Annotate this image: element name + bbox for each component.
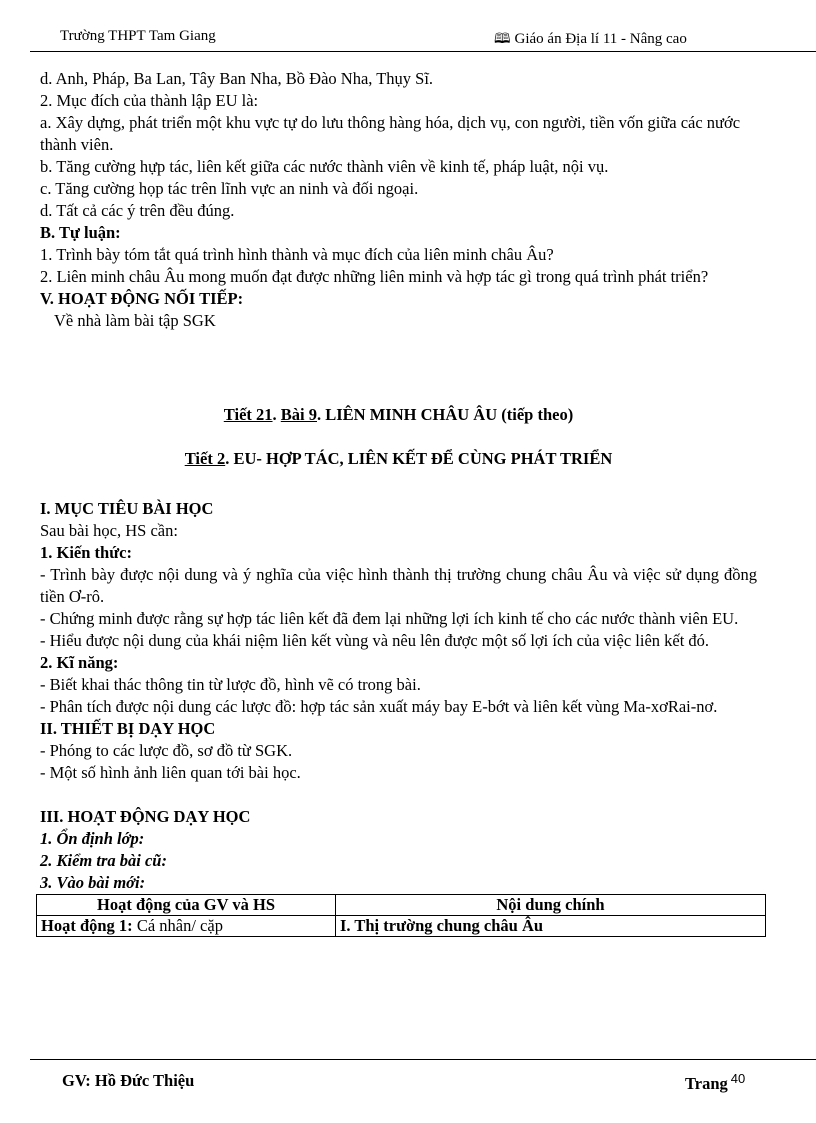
skills-heading: 2. Kĩ năng: [40, 653, 119, 672]
lesson-period: Tiết 21 [223, 405, 273, 424]
footer-page [685, 1071, 745, 1094]
knowledge-item-2: - Chứng minh được rằng sự hợp tác liên kết đã đem lại những lợi ích kinh tế cho các nước thành viên EU. [40, 609, 739, 628]
subtitle-period: Tiết 2 [184, 449, 226, 468]
table-header-content: Nội dung chính [336, 895, 766, 916]
spacer [40, 784, 757, 806]
section-2-heading: II. THIẾT BỊ DẠY HỌC [40, 719, 216, 738]
table-cell-activity [37, 916, 336, 937]
page-number: 40 [730, 1071, 746, 1086]
section-5-heading: V. HOẠT ĐỘNG NỐI TIẾP: [40, 289, 244, 308]
section-1-heading: I. MỤC TIÊU BÀI HỌC [40, 499, 214, 518]
homework-line: Về nhà làm bài tập SGK [54, 311, 216, 330]
activity-mode: Cá nhân/ cặp [132, 916, 223, 935]
section-3-heading: III. HOẠT ĐỘNG DẠY HỌC [40, 807, 251, 826]
activity-step-1: 1. Ổn định lớp: [40, 829, 145, 848]
option-d2: d. Tất cả các ý trên đều đúng. [40, 201, 235, 220]
lesson-number: Bài 9 [280, 405, 317, 424]
book-icon: 🕮 [494, 32, 511, 47]
option-a2: a. Xây dựng, phát triển một khu vực tự do lưu thông hàng hóa, dịch vụ, con người, tiền vốn giữa các nước thành viên. [40, 113, 741, 154]
activity-table [36, 894, 766, 937]
header-school: Trường THPT Tam Giang [60, 28, 216, 44]
table-cell-content: I. Thị trường chung châu Âu [336, 916, 766, 937]
footer-rule [30, 1059, 816, 1060]
page-label: Trang [685, 1074, 728, 1093]
after-lesson-line: Sau bài học, HS cần: [40, 521, 178, 540]
header-subject: Giáo án Địa lí 11 - Nâng cao [514, 31, 687, 47]
essay-heading: B. Tự luận: [40, 223, 121, 242]
lesson-title-sep: . [272, 405, 281, 424]
spacer [40, 470, 757, 498]
skills-item-2: - Phân tích được nội dung các lược đồ: hợp tác sản xuất máy bay E-bớt và liên kết vùng Ma-xơRai-nơ. [40, 697, 718, 716]
table-header-activity: Hoạt động của GV và HS [37, 895, 336, 916]
knowledge-item-1: - Trình bày được nội dung và ý nghĩa của việc hình thành thị trường chung châu Âu và việc sử dụng đồng tiền Ơ-rô. [40, 565, 757, 606]
equipment-item-2: - Một số hình ảnh liên quan tới bài học. [40, 763, 301, 782]
essay-question-1: 1. Trình bày tóm tắt quá trình hình thành và mục đích của liên minh châu Âu? [40, 245, 554, 264]
header-subject-block [494, 28, 687, 52]
spacer [40, 332, 757, 404]
table-header-row [37, 895, 766, 916]
activity-step-3: 3. Vào bài mới: [40, 873, 146, 892]
lesson-subtitle [40, 448, 757, 470]
subtitle-name: . EU- HỢP TÁC, LIÊN KẾT ĐỂ CÙNG PHÁT TRIỂN [225, 449, 613, 468]
option-b2: b. Tăng cường hựp tác, liên kết giữa các nước thành viên về kinh tế, pháp luật, nội vụ. [40, 157, 609, 176]
question-2: 2. Mục đích của thành lập EU là: [40, 91, 259, 110]
skills-item-1: - Biết khai thác thông tin từ lược đồ, hình vẽ có trong bài. [40, 675, 421, 694]
activity-label: Hoạt động 1: [41, 916, 133, 935]
footer-teacher: GV: Hồ Đức Thiệu [62, 1071, 195, 1090]
activity-step-2: 2. Kiểm tra bài cũ: [40, 851, 167, 870]
lesson-name: . LIÊN MINH CHÂU ÂU (tiếp theo) [317, 405, 574, 424]
lesson-title [40, 404, 757, 426]
header-rule [30, 51, 816, 52]
essay-question-2: 2. Liên minh châu Âu mong muốn đạt được những liên minh và hợp tác gì trong quá trình phát triển? [40, 267, 709, 286]
knowledge-item-3: - Hiểu được nội dung của khái niệm liên kết vùng và nêu lên được một số lợi ích của việc liên kết đó. [40, 631, 710, 650]
equipment-item-1: - Phóng to các lược đồ, sơ đồ từ SGK. [40, 741, 293, 760]
page-content [40, 68, 757, 937]
knowledge-heading: 1. Kiến thức: [40, 543, 132, 562]
option-c2: c. Tăng cường họp tác trên lĩnh vực an ninh và đối ngoại. [40, 179, 419, 198]
option-d1: d. Anh, Pháp, Ba Lan, Tây Ban Nha, Bồ Đào Nha, Thụy Sĩ. [40, 69, 434, 88]
table-row [37, 916, 766, 937]
spacer [40, 426, 757, 448]
